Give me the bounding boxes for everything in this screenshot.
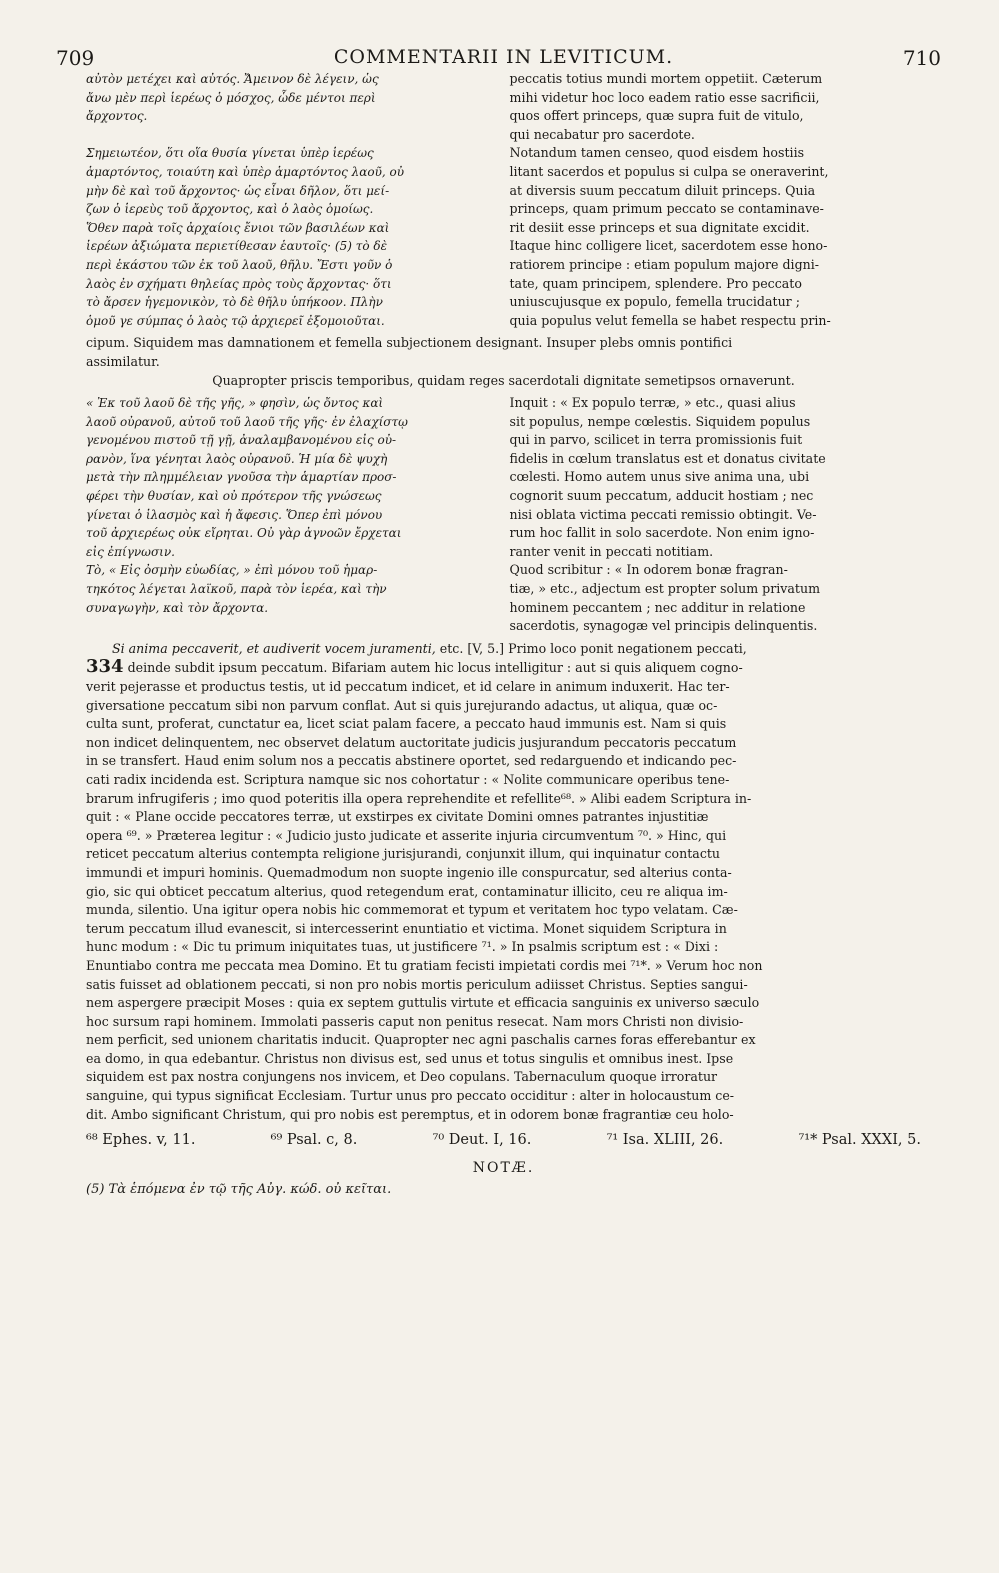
text-line: princeps, quam primum peccato se contaminave-: [509, 201, 824, 217]
parallel-block-2: [86, 394, 921, 636]
text-line: culta sunt, proferat, cunctatur ea, licet sciat palam facere, a peccato haud immunis est. Nam si quis: [86, 716, 727, 732]
full-width-passage-1: [86, 334, 921, 390]
text-line: assimilatur.: [86, 353, 160, 369]
text-line: immundi et impuri hominis. Quemadmodum non suopte ingenio ille conspurcatur, sed alterius conta-: [86, 864, 732, 880]
text-line: Τὸ, « Εἰς ὀσμὴν εὐωδίας, » ἐπὶ μόνου τοῦ ἡμαρ-: [86, 563, 378, 578]
lemma-rest: etc. [V, 5.] Primo loco ponit negationem peccati,: [435, 640, 747, 656]
text-line: λαοῦ οὐρανοῦ, αὐτοῦ τοῦ λαοῦ τῆς γῆς· ἐν ἐλαχίστῳ: [86, 414, 408, 429]
text-line: ea domo, in qua edebantur. Christus non divisus est, sed unus et totus singulis et omnibus inest. Ipse: [86, 1050, 734, 1066]
text-line: uniuscujusque ex populo, femella trucidatur ;: [509, 294, 800, 310]
text-line: ἄρχοντος.: [86, 109, 148, 124]
text-line: tiæ, » etc., adjectum est propter solum privatum: [509, 581, 821, 597]
text-line: fidelis in cœlum translatus est et donatus civitate: [509, 450, 826, 466]
text-line: περὶ ἑκάστου τῶν ἐκ τοῦ λαοῦ, θῆλυ. Ἔστι γοῦν ὁ: [86, 257, 393, 272]
text-line: satis fuisset ad oblationem peccati, si non pro nobis mortis periculum adiisset Christus. Septies sangui-: [86, 976, 748, 992]
text-line: Σημειωτέον, ὅτι οἵα θυσία γίνεται ὑπὲρ ἱερέως: [86, 146, 374, 161]
text-line: cipum. Siquidem mas damnationem et femella subjectionem designant. Insuper plebs omnis pontifici: [86, 335, 733, 351]
text-line: μετὰ τὴν πλημμέλειαν γνοῦσα τὴν ἁμαρτίαν προσ-: [86, 470, 397, 485]
lemma-line: [86, 640, 921, 659]
text-line: αὐτὸν μετέχει καὶ αὐτός. Ἄμεινον δὲ λέγειν, ὡς: [86, 72, 379, 86]
footnotes: [86, 1132, 921, 1148]
text-line: συναγωγὴν, καὶ τὸν ἄρχοντα.: [86, 600, 269, 615]
text-line: qui necabatur pro sacerdote.: [509, 126, 695, 142]
text-line: rum hoc fallit in solo sacerdote. Non enim igno-: [509, 525, 815, 541]
column-number: 334: [86, 656, 124, 678]
text-line: litant sacerdos et populus si culpa se oneraverint,: [509, 163, 829, 179]
text-line: non indicet delinquentem, nec observet delatum auctoritate judicis jusjurandum peccatoris peccatum: [86, 734, 737, 750]
running-title: COMMENTARII IN LEVITICUM.: [333, 46, 674, 68]
text-line: cati radix incidenda est. Scriptura namque sic nos cohortatur : « Nolite communicare operibus tene-: [86, 771, 730, 787]
text-line: Quod scribitur : « In odorem bonæ fragran-: [509, 562, 788, 578]
text-line: φέρει τὴν θυσίαν, καὶ οὐ πρότερον τῆς γνώσεως: [86, 489, 382, 504]
footnote: ⁶⁸ Ephes. v, 11.: [86, 1132, 196, 1149]
text-line: rit desiit esse princeps et sua dignitate excidit.: [509, 219, 810, 235]
text-line: Enuntiabo contra me peccata mea Domino. Et tu gratiam fecisti impietati cordis mei ⁷¹*. » Verum hoc non: [86, 957, 763, 973]
footnote: ⁶⁹ Psal. c, 8.: [270, 1132, 358, 1149]
footnote: ⁷¹* Psal. XXXI, 5.: [798, 1132, 921, 1149]
text-span: deinde subdit ipsum peccatum. Bifariam autem hic locus intelligitur : aut si quis aliquem cogno-: [127, 660, 743, 676]
text-line: Notandum tamen censeo, quod eisdem hostiis: [509, 145, 805, 161]
text-line: « Ἐκ τοῦ λαοῦ δὲ τῆς γῆς, » φησὶν, ὡς ὄντος καὶ: [86, 396, 384, 411]
text-line: siquidem est pax nostra conjungens nos invicem, et Deo copulans. Tabernaculum quoque irroratur: [86, 1069, 718, 1085]
text-line: ranter venit in peccati notitiam.: [509, 543, 714, 559]
text-line: gio, sic qui obticet peccatum alterius, quod retegendum erat, contaminatur illicito, ceu re aliqua im-: [86, 883, 728, 899]
text-line: μὴν δὲ καὶ τοῦ ἄρχοντος· ὡς εἶναι δῆλον, ὅτι μεί-: [86, 183, 390, 198]
text-line: ἁμαρτόντος, τοιαύτη καὶ ὑπὲρ ἁμαρτόντος λαοῦ, οὐ: [86, 164, 405, 179]
notae-heading: NOTÆ.: [472, 1160, 535, 1177]
text-line: quit : « Plane occide peccatores terræ, ut exstirpes ex civitate Domini omnes patrantes injustitiæ: [86, 809, 709, 825]
text-line: brarum infrugiferis ; imo quod poteritis illa opera reprehendite et refellite⁶⁸. » Alibi eadem Scriptura in-: [86, 790, 752, 806]
text-line: hoc sursum rapi hominem. Immolati passeris caput non penitus resecat. Nam mors Christi non divisio-: [86, 1013, 744, 1029]
text-line: in se transfert. Haud enim solum nos a peccatis abstinere oportet, sed redarguendo et indicando pec-: [86, 753, 737, 769]
text-line: quia populus velut femella se habet respectu prin-: [509, 312, 831, 328]
text-line: τοῦ ἀρχιερέως οὐκ εἴρηται. Οὐ γὰρ ἀγνοῶν ἔρχεται: [86, 526, 402, 541]
text-line: [86, 658, 921, 678]
text-line: quos offert princeps, quæ supra fuit de vitulo,: [509, 108, 804, 124]
text-line: Quapropter priscis temporibus, quidam reges sacerdotali dignitate semetipsos ornaverunt.: [212, 372, 795, 388]
text-line: qui in parvo, scilicet in terra promissionis fuit: [509, 432, 803, 448]
text-line: [86, 126, 498, 145]
page-number-left: 709: [56, 46, 95, 70]
text-line: Inquit : « Ex populo terræ, » etc., quasi alius: [509, 395, 796, 411]
text-line: ζων ὁ ἱερεὺς τοῦ ἄρχοντος, καὶ ὁ λαὸς ὁμοίως.: [86, 202, 374, 217]
text-line: giversatione peccatum sibi non parvum conflat. Aut si quis jurejurando adactus, ut aliqua, quæ oc-: [86, 697, 718, 713]
text-line: hominem peccantem ; nec additur in relatione: [509, 599, 806, 615]
text-line: opera ⁶⁹. » Præterea legitur : « Judicio justo judicate et asserite injuria circumventum ⁷⁰. » Hinc, qui: [86, 827, 727, 843]
greek-column-1: [86, 70, 498, 330]
text-line: Itaque hinc colligere licet, sacerdotem esse hono-: [509, 238, 828, 254]
parallel-block-1: [86, 70, 921, 330]
text-line: munda, silentio. Una igitur opera nobis hic commemorat et typum et veritatem hoc typo velatam. Cæ-: [86, 902, 738, 918]
text-line: mihi videtur hoc loco eadem ratio esse sacrificii,: [509, 89, 820, 105]
text-line: ὁμοῦ γε σύμπας ὁ λαὸς τῷ ἀρχιερεῖ ἐξομοιοῦται.: [86, 313, 385, 328]
text-line: τηκότος λέγεται λαϊκοῦ, παρὰ τὸν ἱερέα, καὶ τὴν: [86, 582, 387, 597]
text-line: peccatis totius mundi mortem oppetiit. Cæterum: [509, 71, 823, 86]
text-line: hunc modum : « Dic tu primum iniquitates tuas, ut justificere ⁷¹. » In psalmis scriptum est : « Dixi :: [86, 939, 719, 955]
text-line: cognorit suum peccatum, adducit hostiam ; nec: [509, 488, 814, 504]
main-commentary: [86, 640, 921, 1124]
text-line: λαὸς ἐν σχήματι θηλείας πρὸς τοὺς ἄρχοντας· ὅτι: [86, 276, 392, 291]
text-line: ratiorem principe : etiam populum majore digni-: [509, 256, 820, 272]
latin-column-1: [510, 70, 922, 330]
text-line: cœlesti. Homo autem unus sive anima una, ubi: [509, 469, 810, 485]
text-line: sacerdotis, synagogæ vel principis delinquentis.: [509, 618, 818, 634]
text-line: γίνεται ὁ ἱλασμὸς καὶ ἡ ἄφεσις. Ὅπερ ἐπὶ μόνου: [86, 507, 383, 522]
text-line: sit populus, nempe cœlestis. Siquidem populus: [509, 413, 811, 429]
running-header: [56, 40, 941, 70]
text-line: tate, quam principem, splendere. Pro peccato: [509, 275, 802, 291]
text-line: verit pejerasse et productus testis, ut id peccatum indicet, et id celare in animum induxerit. Hac ter-: [86, 679, 730, 694]
text-line: ἄνω μὲν περὶ ἱερέως ὁ μόσχος, ὧδε μέντοι περὶ: [86, 90, 376, 105]
text-line: nisi oblata victima peccati remissio obtingit. Ve-: [509, 506, 817, 522]
text-line: nem aspergere præcipit Moses : quia ex septem guttulis virtute et efficacia sanguinis ex universo sæculo: [86, 995, 760, 1011]
footnote: ⁷¹ Isa. XLIII, 26.: [606, 1132, 724, 1149]
text-line: γενομένου πιστοῦ τῇ γῇ, ἀναλαμβανομένου εἰς οὐ-: [86, 433, 397, 448]
text-line: dit. Ambo significant Christum, qui pro nobis est peremptus, et in odorem bonæ fragrantiæ ceu holo-: [86, 1106, 734, 1122]
text-line: reticet peccatum alterius contempta religione jurisjurandi, conjunxit illum, qui inquinatur contactu: [86, 846, 721, 862]
lemma: Si anima peccaverit, et audiverit vocem juramenti,: [112, 640, 436, 656]
footnote: ⁷⁰ Deut. I, 16.: [432, 1132, 532, 1149]
text-line: ἱερέων ἀξιώματα περιετίθεσαν ἑαυτοῖς· (5) τὸ δὲ: [86, 239, 388, 254]
notae-note: (5) Τὰ ἑπόμενα ἐν τῷ τῆς Αὐγ. κώδ. οὐ κεῖται.: [86, 1182, 392, 1198]
page-number-right: 710: [902, 46, 941, 70]
text-line: at diversis suum peccatum diluit princeps. Quia: [509, 182, 816, 198]
text-line: terum peccatum illud evanescit, si intercesserint enuntiatio et victima. Monet siquidem Scriptura in: [86, 920, 727, 936]
text-line: τὸ ἄρσεν ἡγεμονικὸν, τὸ δὲ θῆλυ ὑπήκοον. Πλὴν: [86, 295, 383, 310]
text-line: sanguine, qui typus significat Ecclesiam. Turtur unus pro peccato occiditur : alter in holocaustum ce-: [86, 1088, 735, 1104]
greek-column-2: [86, 394, 498, 617]
latin-column-2: [510, 394, 922, 636]
text-line: ρανὸν, ἵνα γένηται λαὸς οὐρανοῦ. Ἡ μία δὲ ψυχὴ: [86, 451, 388, 466]
text-line: Ὅθεν παρὰ τοῖς ἀρχαίοις ἔνιοι τῶν βασιλέων καὶ: [86, 220, 390, 235]
text-line: nem perficit, sed unionem charitatis inducit. Quapropter nec agni paschalis carnes foras efferebantur ex: [86, 1032, 756, 1048]
text-line: εἰς ἐπίγνωσιν.: [86, 544, 175, 559]
